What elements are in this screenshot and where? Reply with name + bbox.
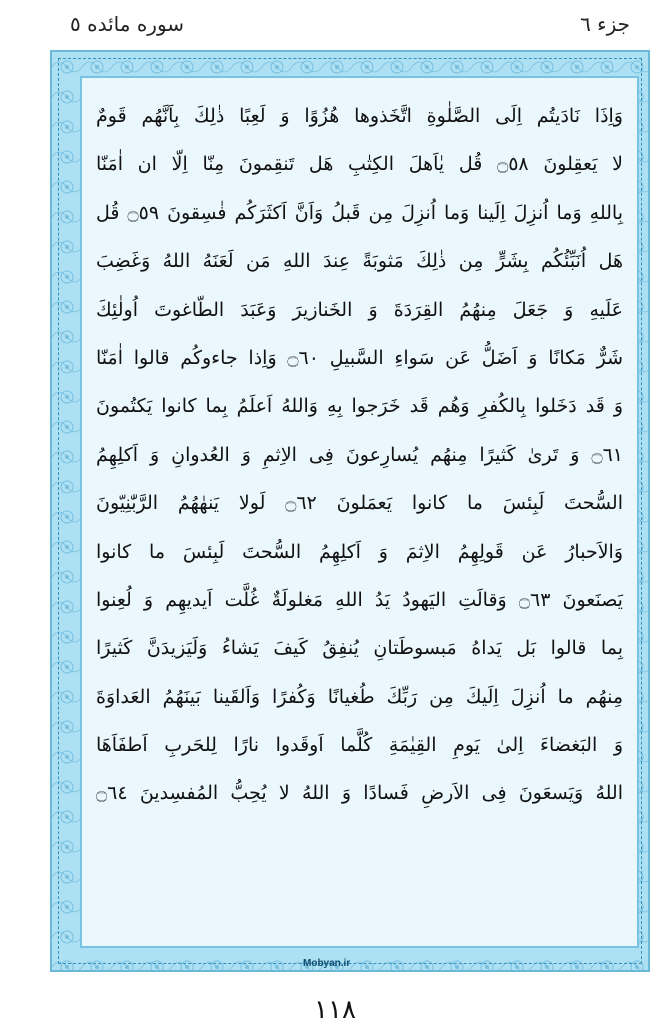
quran-text (82, 92, 637, 818)
text-line-6: شَرٌّ مَكانًا وَ اَضَلُّ عَن سَواءِ السَّبيلِ ۝٦٠ وَاِذا جاءوكُم قالوا اٰمَنّا (96, 346, 623, 369)
text-line-15: اللهُ وَيَسعَونَ فِى الاَرضِ فَسادًا وَ اللهُ لا يُحِبُّ المُفسِدينَ ۝٦٤ (96, 782, 623, 805)
text-line-12: بِما قالوا بَل يَداهُ مَبسوطَتانِ يُنفِقُ كَيفَ يَشاءُ وَلَيَزيدَنَّ كَثيرًا (96, 637, 623, 660)
text-line-13: مِنهُم ما اُنزِلَ اِلَيكَ مِن رَبِّكَ طُغيانًا وَكُفرًا وَاَلقَينا بَينَهُمُ العَداوَةَ (96, 685, 623, 708)
surah-label: سوره مائده ٥ (70, 12, 185, 36)
text-line-14: وَ البَغضاءَ اِلىٰ يَومِ القِيٰمَةِ كُلَّما اَوقَدوا نارًا لِلحَربِ اَطفَاَهَا (96, 734, 623, 757)
text-line-1: وَاِذَا نَادَیتُم اِلَى الصَّلٰوةِ اتَّخَذوها هُزُوًا وَ لَعِبًا ذٰلِكَ بِاَنَّهُم قَومٌ (96, 105, 623, 127)
page-header (0, 0, 670, 50)
text-line-5: عَلَيهِ وَ جَعَلَ مِنهُمُ القِرَدَةَ وَ الخَنازيرَ وَعَبَدَ الطّاغوتَ اُولٰئِكَ (96, 298, 623, 321)
text-line-3: بِاللهِ وَما اُنزِلَ اِلَينا وَما اُنزِلَ مِن قَبلُ وَاَنَّ اَكثَرَكُم فٰسِقونَ ۝٥٩ قُل (96, 201, 623, 224)
text-line-8: ۝٦١ وَ تَرىٰ كَثيرًا مِنهُم يُسارِعونَ فِى الاِثمِ وَ العُدوانِ وَ اَكلِهِمُ (96, 443, 623, 466)
text-line-2: لا يَعقِلونَ ۝٥٨ قُل يٰاَهلَ الكِتٰبِ هَل تَنقِمونَ مِنّا اِلّا ان اٰمَنّا (96, 153, 623, 176)
text-line-7: وَ قَد دَخَلوا بِالكُفرِ وَهُم قَد خَرَجوا بِهِ وَاللهُ اَعلَمُ بِما كانوا يَكتُمونَ (96, 395, 623, 418)
text-panel (80, 76, 639, 948)
text-line-11: يَصنَعونَ ۝٦٣ وَقالَتِ اليَهودُ يَدُ اللهِ مَغلولَةٌ غُلَّت اَيديهِم وَ لُعِنوا (96, 588, 623, 611)
site-credit: Mobyan.ir (303, 958, 351, 969)
page-number: ١١٨ (314, 995, 356, 1025)
text-line-10: وَالاَحبارُ عَن قَولِهِمُ الاِثمَ وَ اَكلِهِمُ السُّحتَ لَبِئسَ ما كانوا (96, 540, 623, 563)
text-line-9: السُّحتَ لَبِئسَ ما كانوا يَعمَلونَ ۝٦٢ لَولا يَنهٰهُمُ الرَّبّٰنِيّونَ (96, 492, 624, 515)
text-line-4: هَل اُنَبِّئُكُم بِشَرٍّ مِن ذٰلِكَ مَثوبَةً عِندَ اللهِ مَن لَعَنَهُ اللهُ وَغَضِبَ (96, 250, 623, 273)
juz-label: جزء ٦ (580, 12, 630, 36)
